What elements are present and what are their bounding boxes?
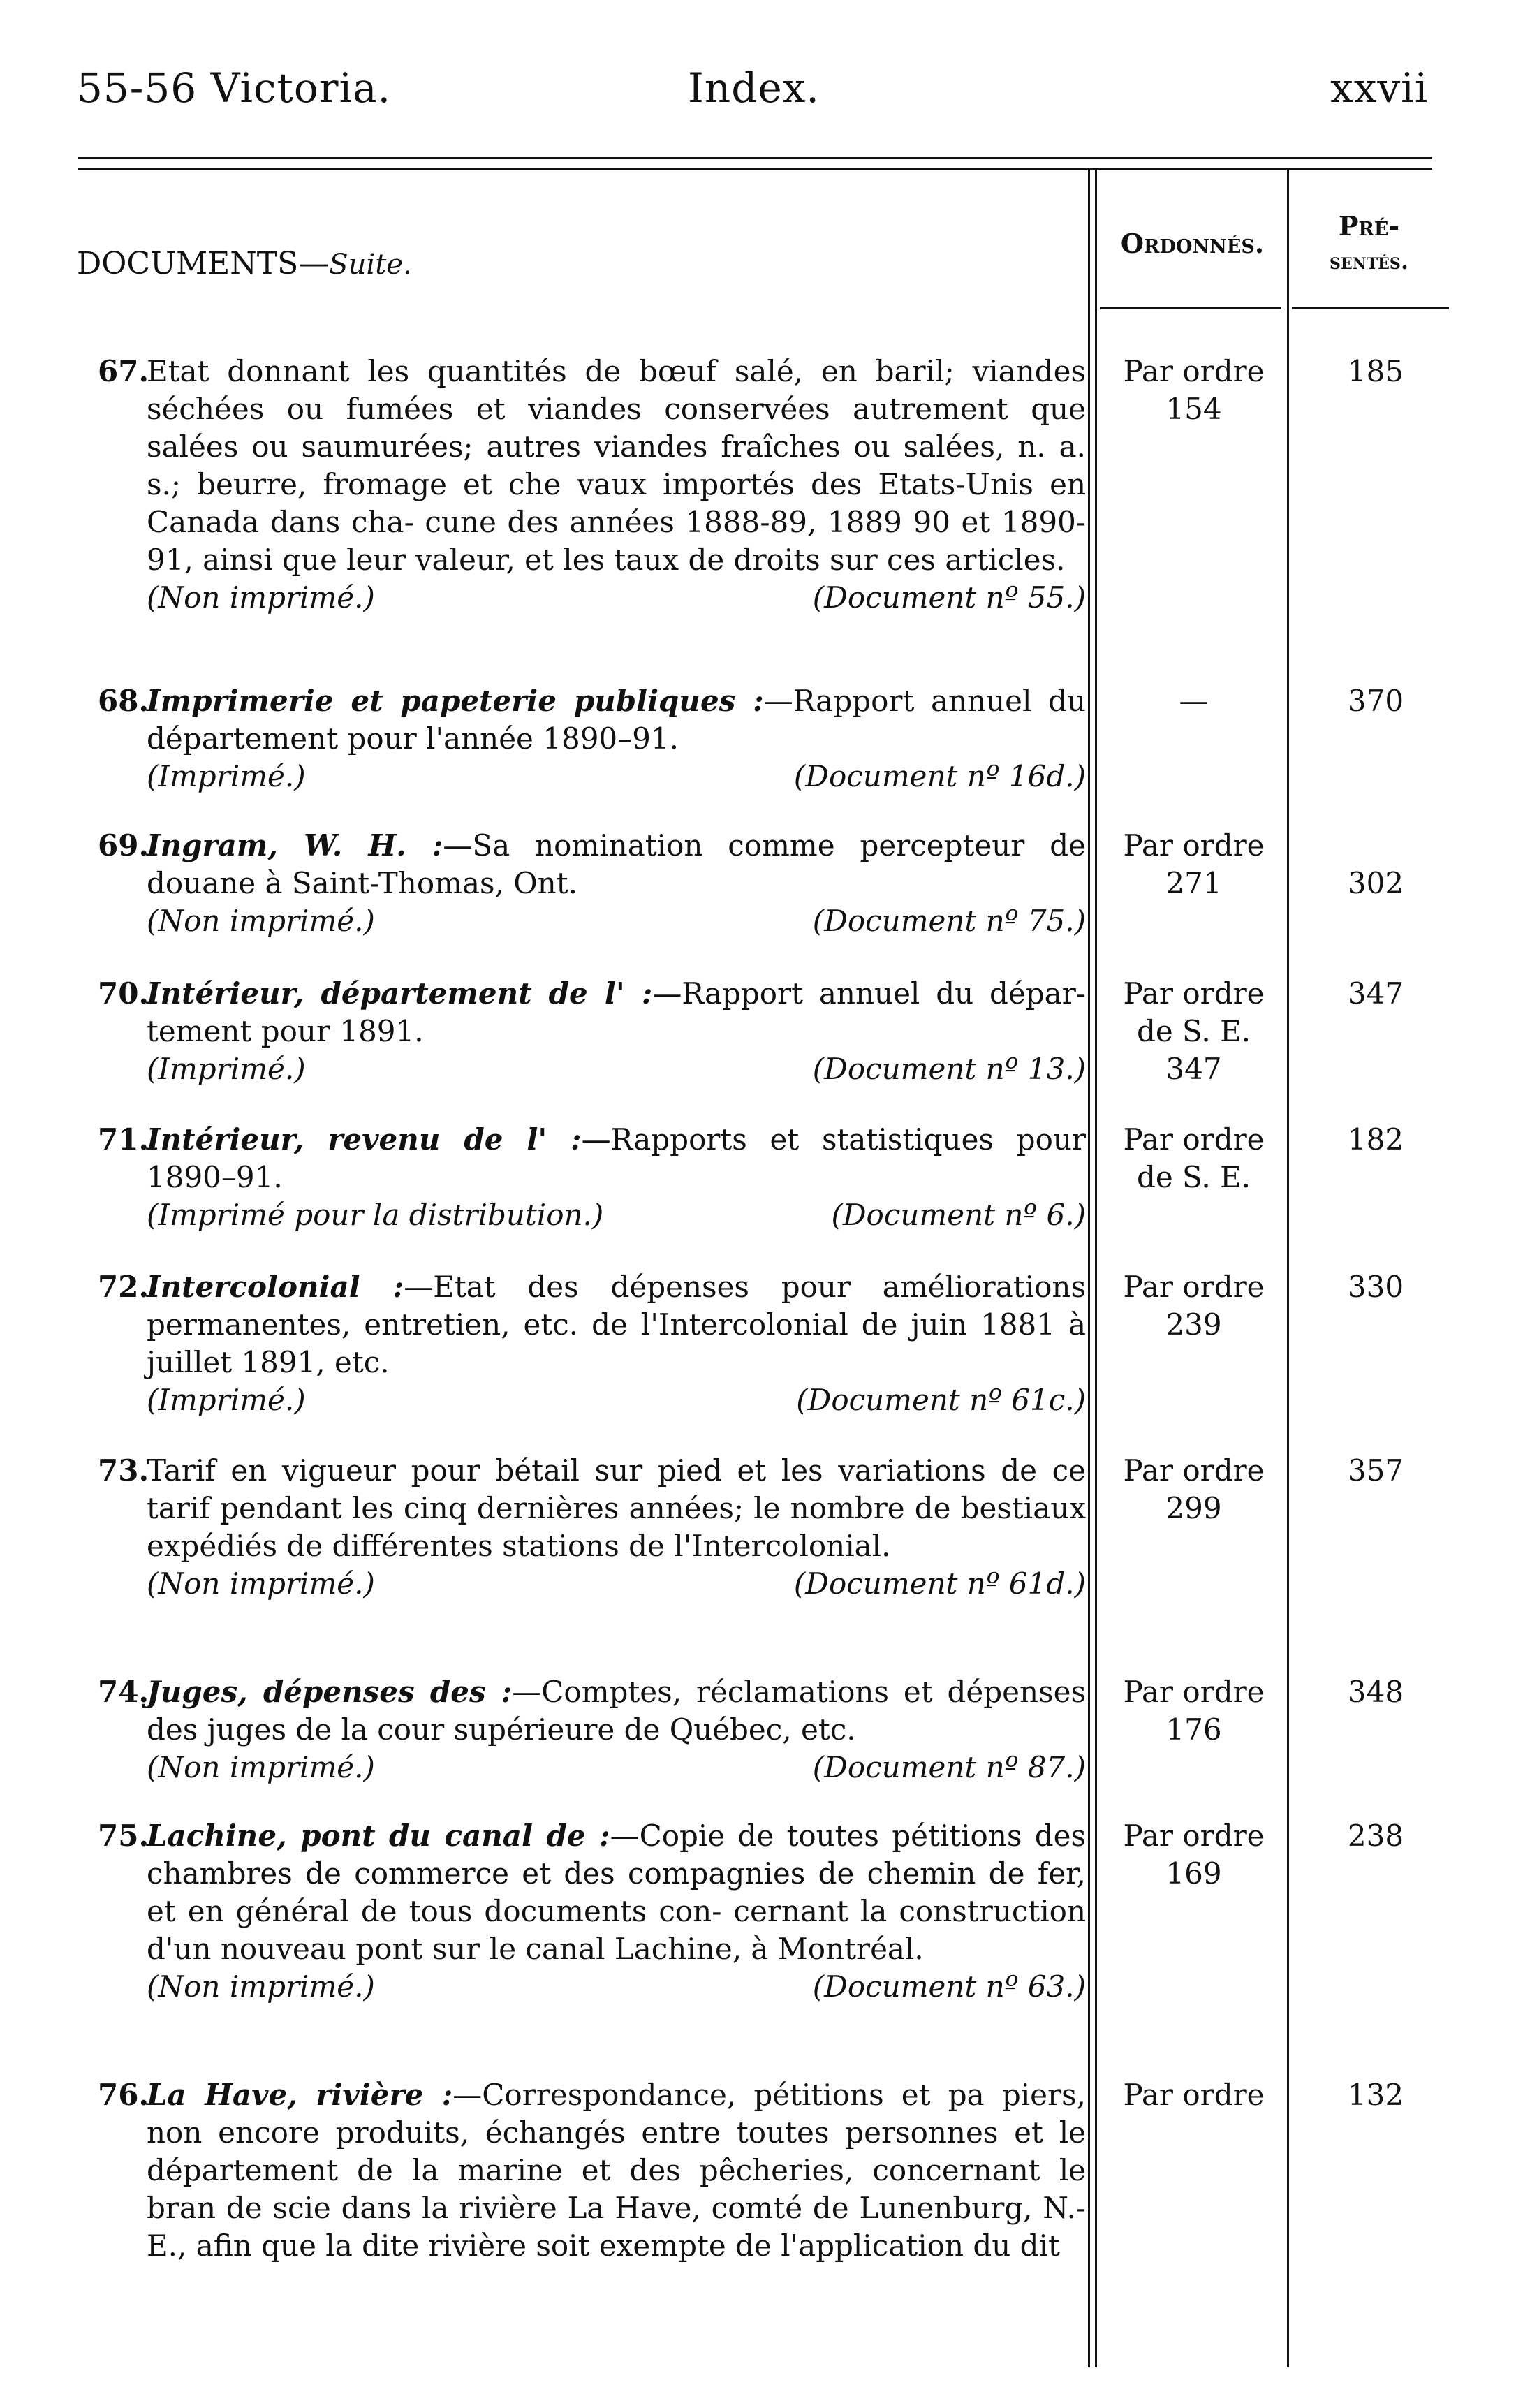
section-suffix: Suite. (329, 249, 412, 281)
ordonnes-cell: Par ordre 271 (1123, 828, 1265, 900)
document-entry (98, 2076, 1086, 2265)
entry-number: 73. (98, 1453, 149, 1488)
document-number: (Document nº 75.) (812, 904, 1086, 938)
print-status: (Imprimé pour la distribution.) (147, 1198, 604, 1232)
document-number: (Document nº 63.) (812, 1969, 1086, 2004)
entry-number: 74. (98, 1675, 149, 1709)
header-rule-bottom (78, 168, 1432, 170)
document-entry (98, 1121, 1086, 1234)
document-number: (Document nº 16d.) (793, 759, 1086, 793)
column-divider-right (1287, 168, 1289, 2367)
column-divider-left-a (1088, 168, 1090, 2367)
ordonnes-cell: Par ordre 239 (1123, 1270, 1265, 1342)
entry-text: Ingram, W. H. :—Sa nomination comme percepteur de douane à Saint-Thomas, Ont. (147, 828, 1086, 900)
entry-text: Intercolonial :—Etat des dépenses pour améliorations permanentes, entretien, etc. de l'Intercolonial de juin 1881 à juillet 1891, etc. (147, 1270, 1087, 1379)
entry-reference (147, 1565, 1086, 1603)
document-entry (98, 1673, 1086, 1786)
presentes-cell: 357 (1347, 1453, 1404, 1488)
presentes-cell: 348 (1347, 1675, 1404, 1709)
document-entry (98, 1268, 1087, 1419)
document-number: (Document nº 55.) (812, 580, 1086, 615)
entry-number: 76. (98, 2078, 149, 2112)
ordonnes-cell: — (1179, 684, 1209, 718)
column-header-ordonnes: Ordonnés. (1120, 228, 1265, 259)
print-status: (Non imprimé.) (147, 1750, 375, 1784)
ordonnes-cell: Par ordre 154 (1123, 354, 1265, 426)
entry-reference (147, 1749, 1086, 1786)
running-header-center: Index. (688, 64, 820, 112)
document-number: (Document nº 13.) (812, 1052, 1086, 1086)
presentes-cell: 347 (1347, 976, 1404, 1011)
presentes-cell: 238 (1347, 1819, 1404, 1853)
section-title: DOCUMENTS—Suite. (77, 246, 412, 281)
document-number: (Document nº 61d.) (793, 1566, 1086, 1601)
entry-reference (147, 758, 1086, 795)
document-entry (98, 682, 1086, 795)
entry-number: 72. (98, 1270, 149, 1304)
entry-number: 67. (98, 354, 149, 388)
entry-text: Tarif en vigueur pour bétail sur pied et les variations de ce tarif pendant les cinq dernières années; le nombre de bestiaux expédiés de différentes stations de l'Intercolonial. (147, 1453, 1086, 1563)
entry-text: Imprimerie et papeterie publiques :—Rapport annuel du département pour l'année 1890–91. (147, 684, 1086, 756)
entry-number: 70. (98, 976, 149, 1011)
document-entry (98, 1817, 1086, 2006)
entry-reference (147, 1050, 1086, 1088)
presentes-cell: 302 (1347, 866, 1404, 900)
entry-text: Lachine, pont du canal de :—Copie de toutes pétitions des chambres de commerce et des compagnies de chemin de fer, et en général de tous documents con- cernant la construction d'un nouveau pont sur le canal Lachine, à Montréal. (147, 1819, 1086, 1966)
document-number: (Document nº 61c.) (796, 1383, 1086, 1417)
column-header-presentes-2: sentés. (1330, 248, 1408, 274)
ordonnes-cell: Par ordre (1123, 2078, 1265, 2112)
print-status: (Imprimé.) (147, 1383, 306, 1417)
print-status: (Non imprimé.) (147, 1566, 375, 1601)
ordonnes-cell: Par ordre 299 (1123, 1453, 1265, 1525)
entry-text: Intérieur, département de l' :—Rapport annuel du dépar- tement pour 1891. (147, 976, 1086, 1048)
presentes-cell: 182 (1347, 1122, 1404, 1157)
print-status: (Imprimé.) (147, 759, 306, 793)
entry-reference (147, 902, 1086, 940)
entry-text: Juges, dépenses des :—Comptes, réclamations et dépenses des juges de la cour supérieure de Québec, etc. (147, 1675, 1086, 1747)
entry-reference (147, 1381, 1086, 1419)
document-entry (98, 975, 1086, 1088)
presentes-cell: 330 (1347, 1270, 1404, 1304)
entry-number: 68. (98, 684, 149, 718)
print-status: (Non imprimé.) (147, 904, 375, 938)
document-number: (Document nº 87.) (812, 1750, 1086, 1784)
entry-number: 71. (98, 1122, 149, 1157)
document-entry (98, 827, 1086, 940)
column-header-rule-ordonnes (1100, 307, 1281, 309)
presentes-cell: 370 (1347, 684, 1404, 718)
presentes-cell: 185 (1347, 354, 1404, 388)
entry-text: Etat donnant les quantités de bœuf salé, en baril; viandes séchées ou fumées et viandes conservées autrement que salées ou saumurées; autres viandes fraîches ou salées, n. a. s.; beurre, fromage et che vaux importés des Etats-Unis en Canada dans cha- cune des années 1888-89, 1889 90 et 1890-91, ainsi que leur valeur, et les taux de droits sur ces articles. (147, 354, 1086, 577)
column-divider-left-b (1095, 168, 1097, 2367)
entry-number: 75. (98, 1819, 149, 1853)
print-status: (Non imprimé.) (147, 1969, 375, 2004)
ordonnes-cell: Par ordre de S. E. 347 (1123, 976, 1265, 1086)
ordonnes-cell: Par ordre 169 (1123, 1819, 1265, 1891)
column-header-presentes-1: Pré- (1338, 210, 1400, 242)
print-status: (Imprimé.) (147, 1052, 306, 1086)
entry-text: La Have, rivière :—Correspondance, pétitions et pa piers, non encore produits, échangés entre toutes personnes et le département de la marine et des pêcheries, concernant le bran de scie dans la rivière La Have, comté de Lunenburg, N.-E., afin que la dite rivière soit exempte de l'application du dit (147, 2078, 1086, 2263)
entry-number: 69. (98, 828, 149, 862)
document-number: (Document nº 6.) (831, 1198, 1086, 1232)
entry-reference (147, 1968, 1086, 2006)
entry-reference (147, 1196, 1086, 1234)
entry-text: Intérieur, revenu de l' :—Rapports et statistiques pour 1890–91. (147, 1122, 1086, 1194)
entry-reference (147, 579, 1086, 617)
column-header-rule-presentes (1292, 307, 1449, 309)
presentes-cell: 132 (1347, 2078, 1404, 2112)
document-entry (98, 1452, 1086, 1603)
page-number: xxvii (1330, 64, 1429, 112)
ordonnes-cell: Par ordre de S. E. (1123, 1122, 1265, 1194)
header-rule-top (78, 157, 1432, 159)
print-status: (Non imprimé.) (147, 580, 375, 615)
ordonnes-cell: Par ordre 176 (1123, 1675, 1265, 1747)
running-header-left: 55-56 Victoria. (77, 64, 392, 112)
document-entry (98, 353, 1086, 617)
